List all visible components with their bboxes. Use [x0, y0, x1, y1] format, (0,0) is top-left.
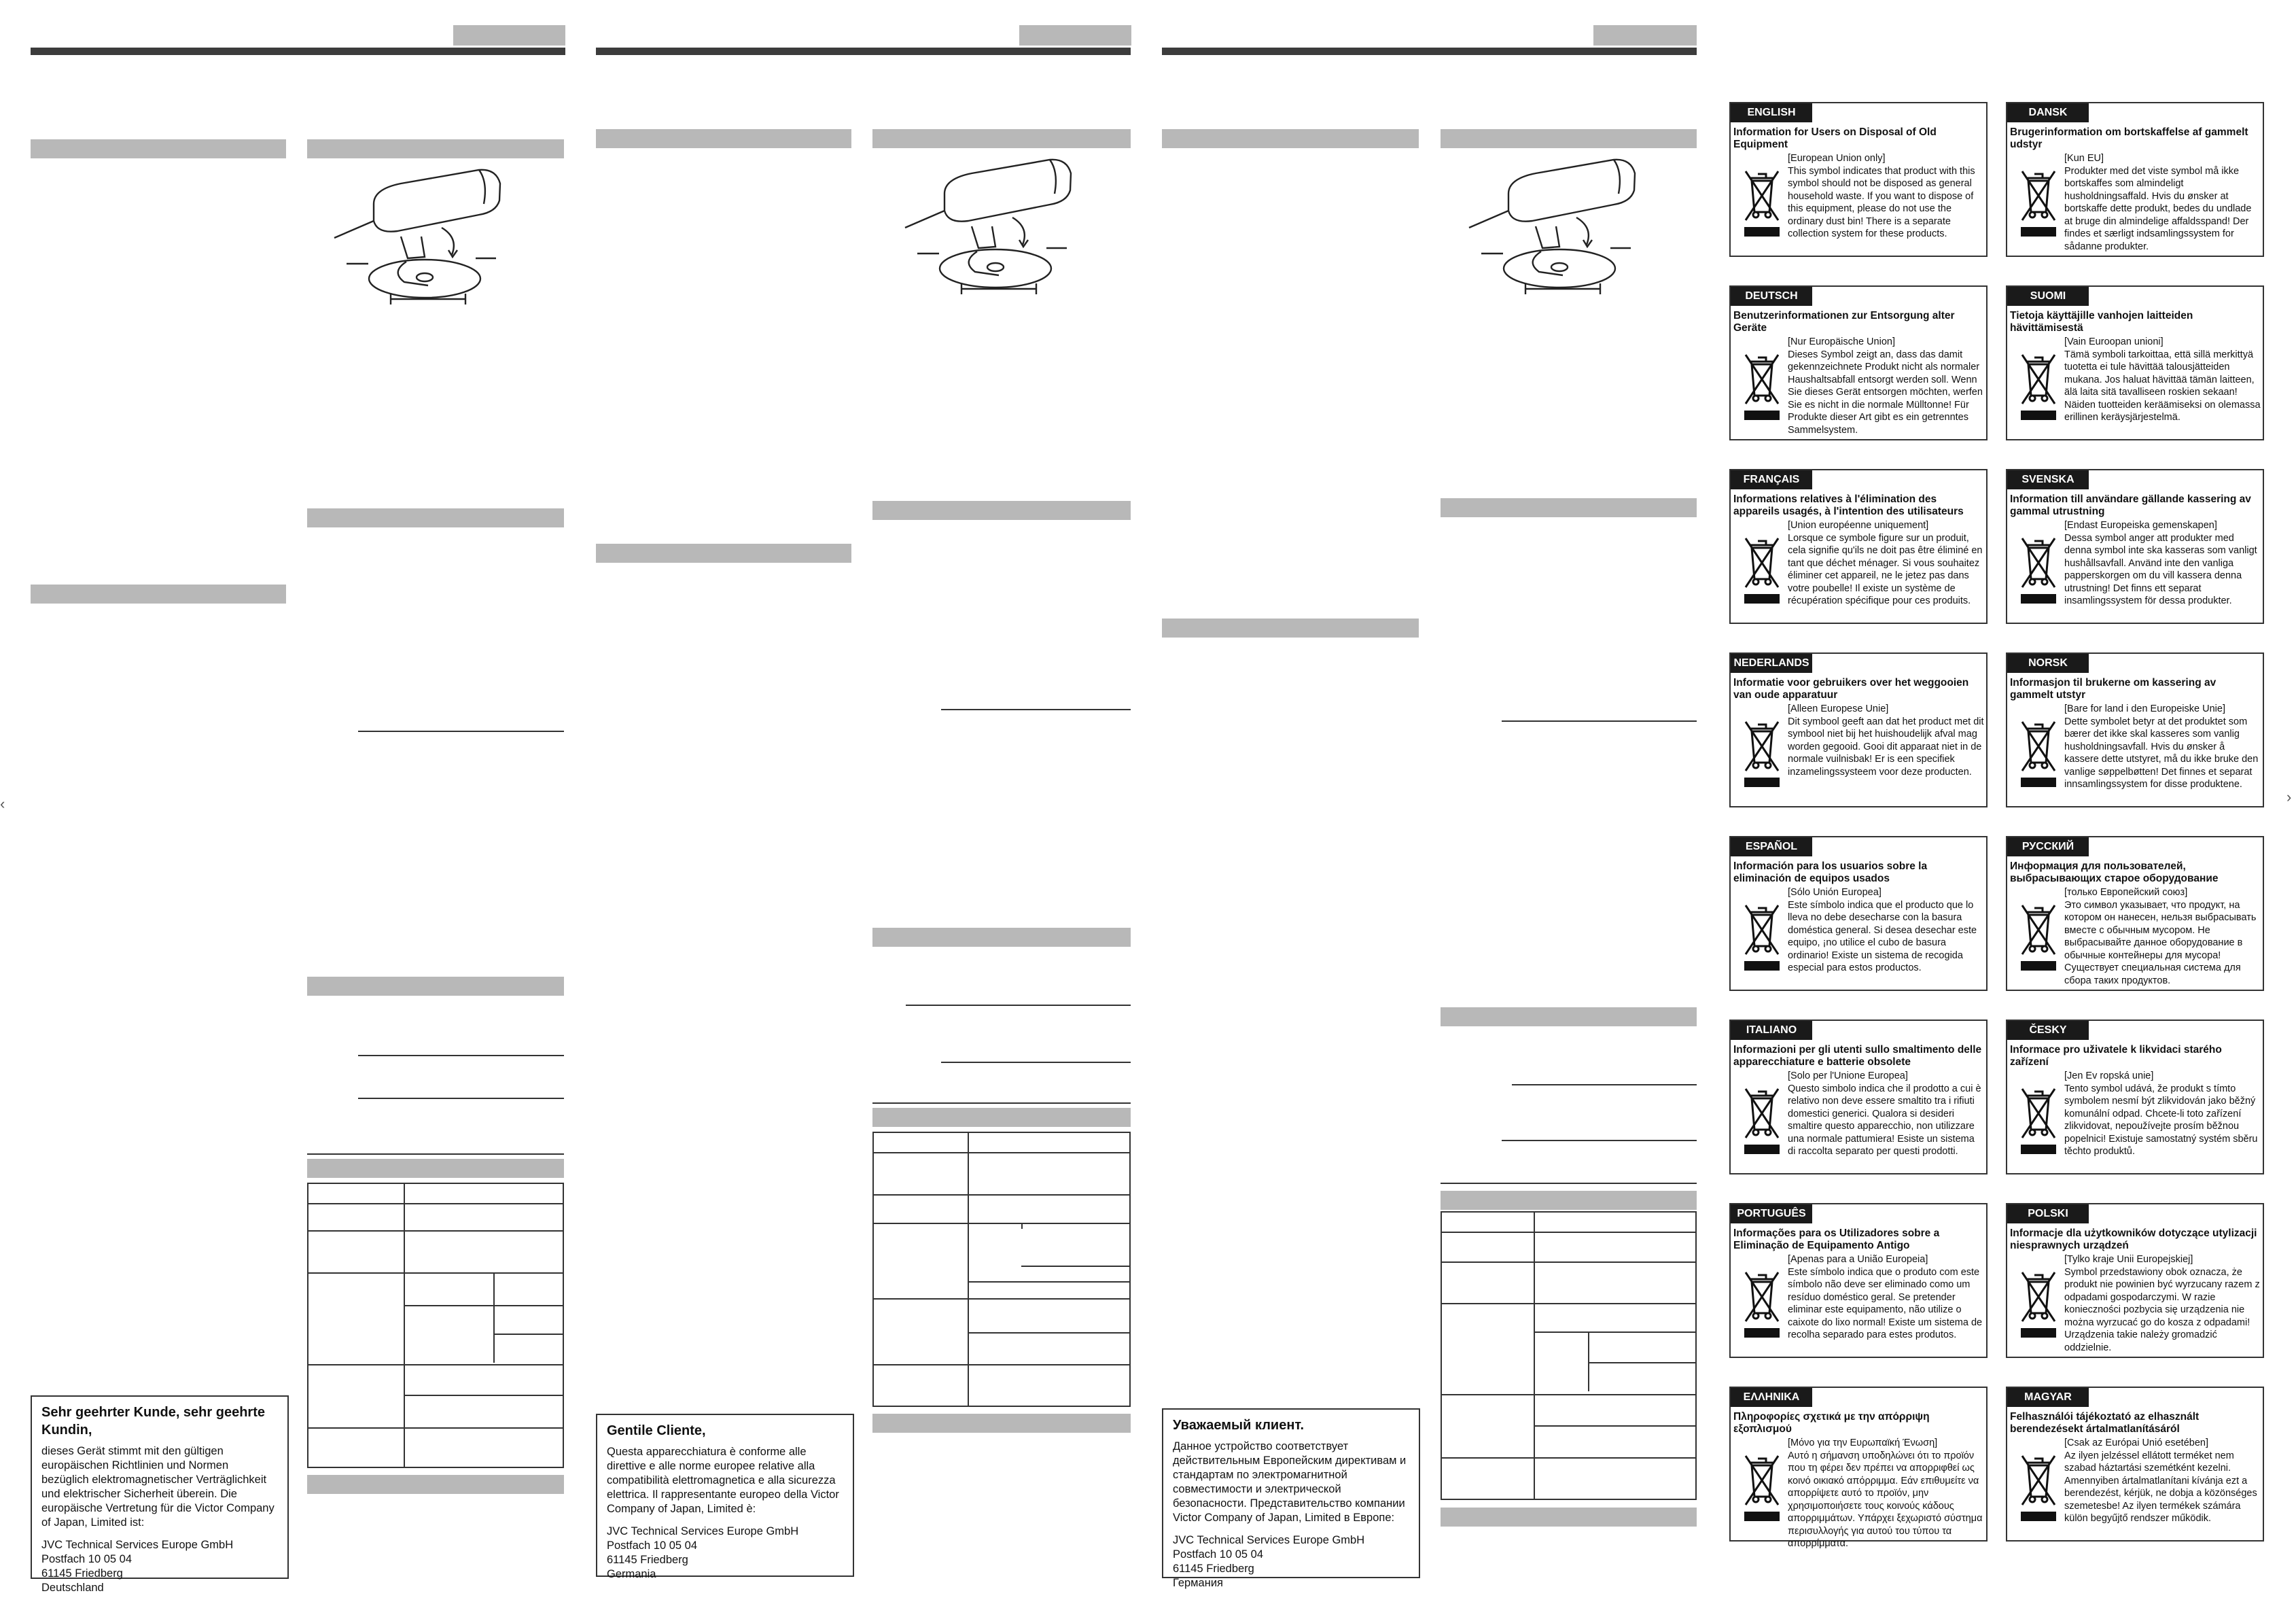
language-label: SUOMI	[2007, 287, 2089, 306]
page2-section-header	[872, 1108, 1131, 1127]
disposal-body	[2064, 886, 2261, 987]
disposal-scope: [Csak az Európai Unió esetében]	[2064, 1438, 2208, 1448]
disposal-scope: [Union européenne uniquement]	[1788, 520, 1929, 531]
page2-header-rule	[596, 48, 1131, 55]
page3-rule	[1502, 720, 1697, 722]
page3-header-rule	[1162, 48, 1697, 55]
page1-section-header	[307, 1475, 564, 1494]
crossed-bin-icon	[1743, 164, 1781, 239]
disposal-scope: [European Union only]	[1788, 153, 1886, 164]
disposal-text: Produkter med det viste symbol må ikke bortskaffes som almindeligt husholdningsaffald. Hvis du ønsker at bortskaffe dette produkt, bedes du undlade at bruge din almindelige affaldsspand! Der findes et særligt indsamlingssystem for sådanne produkter.	[2064, 165, 2252, 252]
notice-address-line: Германия	[1173, 1577, 1223, 1589]
disposal-scope: [Nur Europäische Union]	[1788, 336, 1895, 347]
notice-title: Sehr geehrter Kunde, sehr geehrte Kundin,	[41, 1405, 265, 1438]
disposal-title: Informazioni per gli utenti sullo smaltimento delle apparecchiature e batterie obsolete	[1733, 1044, 1982, 1068]
disposal-panel	[1729, 285, 1988, 440]
disposal-scope: [Jen Ev ropská unie]	[2064, 1070, 2154, 1081]
notice-address-line: 61145 Friedberg	[41, 1567, 123, 1580]
notice-address-line: 61145 Friedberg	[607, 1554, 688, 1566]
disposal-text: Αυτό η σήμανση υποδηλώνει ότι το προϊόν που τη φέρει δεν πρέπει να απορριφθεί ως κοινό οικιακό απόρριμμα. Εάν επιθυμείτε να απορρίψετε αυτό το προϊόν, μην χρησιμοποιήσετε τους κοινούς κάδους απορριμμάτων. Υπάρχει ξεχωριστό σύστημα περισυλλογής για αυτού του τύπου τα απορρίμματα.	[1788, 1450, 1983, 1549]
language-label: ENGLISH	[1731, 103, 1812, 122]
page2-spec-table	[872, 1132, 1131, 1407]
disposal-title: Brugerinformation om bortskaffelse af gammelt udstyr	[2010, 126, 2248, 150]
disposal-text: Dieses Symbol zeigt an, dass das damit gekennzeichnete Produkt nicht als normaler Haushaltsabfall entsorgt werden soll. Wenn Sie dieses Gerät entsorgen möchten, werfen Sie es nicht in die normale Mülltonne! Für Produkte dieser Art gibt es ein getrenntes Sammelsystem.	[1788, 349, 1983, 436]
disposal-text: Tento symbol udává, že produkt s tímto symbolem nesmí být zlikvidován jako běžný komunální odpad. Chcete-li toto zařízení zlikvidovat, nepoužívejte prosím běžnou popelnici! Existuje samostatný systém sběru těchto produktů.	[2064, 1083, 2258, 1157]
notice-address-line: Deutschland	[41, 1582, 104, 1594]
page3-rule	[1441, 1183, 1697, 1184]
disposal-panel	[2006, 285, 2264, 440]
page1-rule	[358, 731, 564, 732]
crossed-bin-icon	[2019, 348, 2057, 423]
page3-section-header	[1441, 1007, 1697, 1026]
disposal-panel	[1729, 1020, 1988, 1174]
disposal-title: Información para los usuarios sobre la eliminación de equipos usados	[1733, 860, 1928, 884]
disposal-body	[1788, 703, 1985, 778]
language-label: POLSKI	[2007, 1204, 2089, 1223]
notice-address-line: Postfach 10 05 04	[41, 1553, 133, 1565]
page2-section-header	[872, 501, 1131, 520]
disposal-body	[2064, 152, 2261, 253]
crossed-bin-icon	[2019, 715, 2057, 790]
crossed-bin-icon	[2019, 1266, 2057, 1340]
disposal-body	[1788, 519, 1985, 608]
language-label: FRANÇAIS	[1731, 470, 1812, 489]
crossed-bin-icon	[2019, 164, 2057, 239]
crossed-bin-icon	[1743, 715, 1781, 790]
disposal-body	[1788, 1253, 1985, 1342]
disposal-scope: [Vain Euroopan unioni]	[2064, 336, 2163, 347]
language-label: РУССКИЙ	[2007, 837, 2089, 856]
disposal-text: Dette symbolet betyr at det produktet som bærer det ikke skal kasseres som vanlig husholdningsavfall. Hvis du ønsker å kassere dette utstyret, må du ikke bruke den vanlige søppelbøtten! Det finnes et separat innsamlingssystem for disse produktene.	[2064, 716, 2259, 790]
disposal-panel	[1729, 1387, 1988, 1549]
crossed-bin-icon	[1743, 1449, 1781, 1524]
notice-body: dieses Gerät stimmt mit den gültigen europäischen Richtlinien und Normen bezüglich elektromagnetischer Verträglichkeit und elektrischer Sicherheit überein. Die europäische Vertretung für die Victor Company of Japan, Limited ist:	[41, 1445, 275, 1529]
crossed-bin-icon	[2019, 899, 2057, 973]
disposal-panel	[2006, 1020, 2264, 1174]
notice-address-line: Germania	[607, 1568, 656, 1580]
disposal-scope: [Apenas para a União Europeia]	[1788, 1254, 1928, 1265]
disposal-body	[1788, 1070, 1985, 1158]
page1-section-header	[31, 139, 286, 158]
page2-section-header	[596, 129, 851, 148]
page3-rule	[1512, 1084, 1697, 1085]
disposal-panel	[2006, 652, 2264, 807]
crossed-bin-icon	[2019, 532, 2057, 606]
page3-spec-table	[1441, 1211, 1697, 1500]
disposal-scope: [Alleen Europese Unie]	[1788, 703, 1889, 714]
notice-address-line: JVC Technical Services Europe GmbH	[41, 1539, 234, 1551]
disposal-text: Tämä symboli tarkoittaa, että sillä merkittyä tuotetta ei tule hävittää talousjätteiden mukana. Jos haluat hävittää tämän laitteen, älä laita sitä tavalliseen roskien sekaan! Näiden tuotteiden keräämiseksi on olemassa erillinen keräysjärjestelmä.	[2064, 349, 2261, 423]
disposal-panel	[1729, 652, 1988, 807]
fold-mark: ‹	[0, 795, 5, 812]
page2-section-header	[872, 129, 1131, 148]
disposal-text: Este símbolo indica que o produto com este símbolo não deve ser eliminado como um resíduo doméstico geral. Se pretender eliminar este equipamento, não utilize o caixote do lixo normal! Existe um sistema de recolha separado para estes produtos.	[1788, 1266, 1983, 1340]
language-label: SVENSKA	[2007, 470, 2089, 489]
disposal-title: Felhasználói tájékoztató az elhasznált berendezésekt ártalmatlanításáról	[2010, 1411, 2200, 1435]
page3-section-header	[1441, 498, 1697, 517]
disposal-title: Informace pro uživatele k likvidaci starého zařízení	[2010, 1044, 2222, 1068]
disposal-body	[2064, 519, 2261, 608]
disposal-panel	[1729, 469, 1988, 624]
notice-it	[596, 1414, 854, 1580]
disposal-scope: [Kun EU]	[2064, 153, 2104, 164]
disposal-text: Это символ указывает, что продукт, на котором он нанесен, нельзя выбрасывать вместе с обычным мусором. Не выбрасывайте данное оборудование в обычные контейнеры для мусора! Существует специальная система для сбора таких продуктов.	[2064, 899, 2257, 986]
page3-section-header	[1441, 1191, 1697, 1210]
disposal-text: Dessa symbol anger att produkter med denna symbol inte ska kasseras som vanligt hushållsavfall. Använd inte den vanliga papperskorgen om du vill kassera denna utrustning! Det finns ett separat insamlingssystem för dessa produkter.	[2064, 532, 2257, 606]
notice-title: Gentile Cliente,	[607, 1423, 706, 1438]
disposal-body	[1788, 1437, 1985, 1550]
language-label: NORSK	[2007, 654, 2089, 673]
speaker-bracket-illustration	[897, 153, 1094, 296]
page3-section-header	[1441, 1508, 1697, 1527]
page1-section-header	[307, 139, 564, 158]
page2-rule	[906, 1005, 1131, 1006]
disposal-text: Este símbolo indica que el producto que lo lleva no debe desecharse con la basura doméstica general. Si desea desechar este equipo, ¡no utilice el cubo de basura ordinario! Existe un sistema de recogida especial para estos productos.	[1788, 899, 1977, 973]
disposal-scope: [Tylko kraje Unii Europejskiej]	[2064, 1254, 2193, 1265]
disposal-body	[2064, 703, 2261, 791]
page1-rule	[358, 1055, 564, 1056]
disposal-text: Symbol przedstawiony obok oznacza, że produkt nie powinien być wyrzucany razem z odpadami gospodarczymi. W razie konieczności pozbycia się urządzenia nie można wyrzucać go do kosza z odpadami! Urządzenia takie należy gromadzić oddzielnie.	[2064, 1266, 2260, 1353]
page2-section-header	[596, 544, 851, 563]
page1-language-tab	[453, 25, 565, 46]
fold-mark: ›	[2286, 788, 2292, 805]
disposal-body	[2064, 1070, 2261, 1158]
disposal-title: Information till användare gällande kassering av gammal utrustning	[2010, 493, 2251, 517]
disposal-title: Informasjon til brukerne om kassering av gammelt utstyr	[2010, 677, 2216, 701]
disposal-scope: [Solo per l'Unione Europea]	[1788, 1070, 1908, 1081]
page1-section-header	[31, 585, 286, 604]
speaker-bracket-illustration	[1461, 153, 1658, 296]
crossed-bin-icon	[1743, 348, 1781, 423]
page3-section-header	[1162, 129, 1419, 148]
notice-title: Уважаемый клиент.	[1173, 1418, 1305, 1433]
language-label: DANSK	[2007, 103, 2089, 122]
disposal-scope: [Bare for land i den Europeiske Unie]	[2064, 703, 2225, 714]
disposal-scope: [Sólo Unión Europea]	[1788, 887, 1882, 898]
disposal-body	[1788, 886, 1985, 975]
disposal-title: Информация для пользователей, выбрасывающих старое оборудование	[2010, 860, 2219, 884]
notice-address-line: JVC Technical Services Europe GmbH	[1173, 1534, 1365, 1546]
disposal-title: Informatie voor gebruikers over het weggooien van oude apparatuur	[1733, 677, 1969, 701]
disposal-title: Informações para os Utilizadores sobre a Eliminação de Equipamento Antigo	[1733, 1227, 1940, 1251]
page1-rule	[358, 1098, 564, 1099]
page2-language-tab	[1019, 25, 1131, 46]
disposal-text: This symbol indicates that product with this symbol should not be disposed as general household waste. If you want to dispose of this equipment, please do not use the ordinary dust bin! There is a separate collection system for these products.	[1788, 165, 1975, 239]
page3-language-tab	[1593, 25, 1697, 46]
language-label: ITALIANO	[1731, 1021, 1812, 1040]
disposal-text: Az ilyen jelzéssel ellátott terméket nem szabad háztartási szemétként kezelni. Amennyiben ártalmatlanítani kívánja ezt a berendezést, kérjük, ne dobja a közönséges szemetesbe! Az ilyen termékek számára külön begyűjtő rendszer működik.	[2064, 1450, 2257, 1524]
disposal-body	[2064, 336, 2261, 424]
notice-address-line: Postfach 10 05 04	[607, 1539, 698, 1552]
page3-section-header	[1441, 129, 1697, 148]
speaker-bracket-illustration	[326, 163, 523, 306]
language-label: NEDERLANDS	[1731, 654, 1812, 673]
notice-body: Questa apparecchiatura è conforme alle direttive e alle norme europee relative alla compatibilità elettromagnetica e alla sicurezza elettrica. Il rappresentante europeo della Victor Company of Japan, Limited è:	[607, 1446, 839, 1515]
crossed-bin-icon	[2019, 1449, 2057, 1524]
disposal-panel	[2006, 1387, 2264, 1542]
page2-section-header	[872, 928, 1131, 947]
notice-body: Данное устройство соответствует действительным Европейским директивам и стандартам по электромагнитной совместимости и электрической безопасности. Представительство компании Victor Company of Japan, Limited в Европе:	[1173, 1440, 1407, 1524]
disposal-title: Tietoja käyttäjille vanhojen laitteiden hävittämisestä	[2010, 310, 2193, 334]
disposal-panel	[2006, 469, 2264, 624]
disposal-panel	[1729, 1203, 1988, 1358]
crossed-bin-icon	[2019, 1082, 2057, 1157]
page1-rule	[307, 1153, 564, 1155]
crossed-bin-icon	[1743, 1082, 1781, 1157]
page1-section-header	[307, 508, 564, 527]
notice-ru	[1162, 1408, 1420, 1589]
disposal-text: Dit symbool geeft aan dat het product met dit symbool niet bij het huishoudelijk afval mag worden gegooid. Gooi dit apparaat niet in de normale vuilnisbak! Er is een specifiek inzamelingssysteem voor deze producten.	[1788, 716, 1984, 778]
disposal-title: Benutzerinformationen zur Entsorgung alter Geräte	[1733, 310, 1955, 334]
crossed-bin-icon	[1743, 532, 1781, 606]
notice-address-line: 61145 Friedberg	[1173, 1563, 1254, 1575]
language-label: MAGYAR	[2007, 1388, 2089, 1407]
disposal-panel	[2006, 102, 2264, 257]
disposal-text: Lorsque ce symbole figure sur un produit, cela signifie qu'ils ne doit pas être éliminé en tant que déchet ménager. Si vous souhaitez éliminer cet appareil, ne le jetez pas dans votre poubelle! Il existe un système de récupération spécifique pour ces produits.	[1788, 532, 1983, 606]
crossed-bin-icon	[1743, 1266, 1781, 1340]
disposal-panel	[2006, 836, 2264, 991]
crossed-bin-icon	[1743, 899, 1781, 973]
notice-de	[31, 1395, 289, 1594]
page2-rule	[941, 709, 1131, 710]
disposal-body	[2064, 1253, 2261, 1354]
page2-section-header	[872, 1414, 1131, 1433]
disposal-title: Informacje dla użytkowników dotyczące utylizacji niesprawnych urządzeń	[2010, 1227, 2257, 1251]
disposal-scope: [Endast Europeiska gemenskapen]	[2064, 520, 2217, 531]
page1-section-header	[307, 977, 564, 996]
notice-address-line: JVC Technical Services Europe GmbH	[607, 1525, 799, 1537]
page1-spec-table	[307, 1183, 564, 1468]
disposal-title: Πληροφορίες σχετικά με την απόρριψη εξοπλισμού	[1733, 1411, 1930, 1435]
language-label: ΕΛΛΗΝΙΚΑ	[1731, 1388, 1812, 1407]
disposal-body	[2064, 1437, 2261, 1525]
page2-rule	[872, 1102, 1131, 1104]
disposal-panel	[2006, 1203, 2264, 1358]
page1-section-header	[307, 1159, 564, 1178]
disposal-text: Questo simbolo indica che il prodotto a cui è relativo non deve essere smaltito tra i rifiuti domestici generici. Qualora si desideri smaltire questo apparecchio, non utilizzare una normale pattumiera! Esiste un sistema di raccolta separato per questi prodotti.	[1788, 1083, 1981, 1157]
page3-section-header	[1162, 619, 1419, 638]
disposal-scope: [только Европейский союз]	[2064, 887, 2188, 898]
language-label: ČESKY	[2007, 1021, 2089, 1040]
disposal-panel	[1729, 102, 1988, 257]
language-label: DEUTSCH	[1731, 287, 1812, 306]
disposal-title: Information for Users on Disposal of Old Equipment	[1733, 126, 1937, 150]
page3-rule	[1502, 1140, 1697, 1141]
disposal-title: Informations relatives à l'élimination des appareils usagés, à l'intention des utilisateurs	[1733, 493, 1964, 517]
language-label: ESPAÑOL	[1731, 837, 1812, 856]
disposal-scope: [Μόνο για την Ευρωπαϊκή Ένωση]	[1788, 1438, 1938, 1448]
page2-rule	[941, 1062, 1131, 1063]
disposal-body	[1788, 336, 1985, 436]
disposal-body	[1788, 152, 1985, 241]
notice-address-line: Postfach 10 05 04	[1173, 1548, 1264, 1561]
disposal-panel	[1729, 836, 1988, 991]
language-label: PORTUGUÊS	[1731, 1204, 1812, 1223]
page1-header-rule	[31, 48, 565, 55]
